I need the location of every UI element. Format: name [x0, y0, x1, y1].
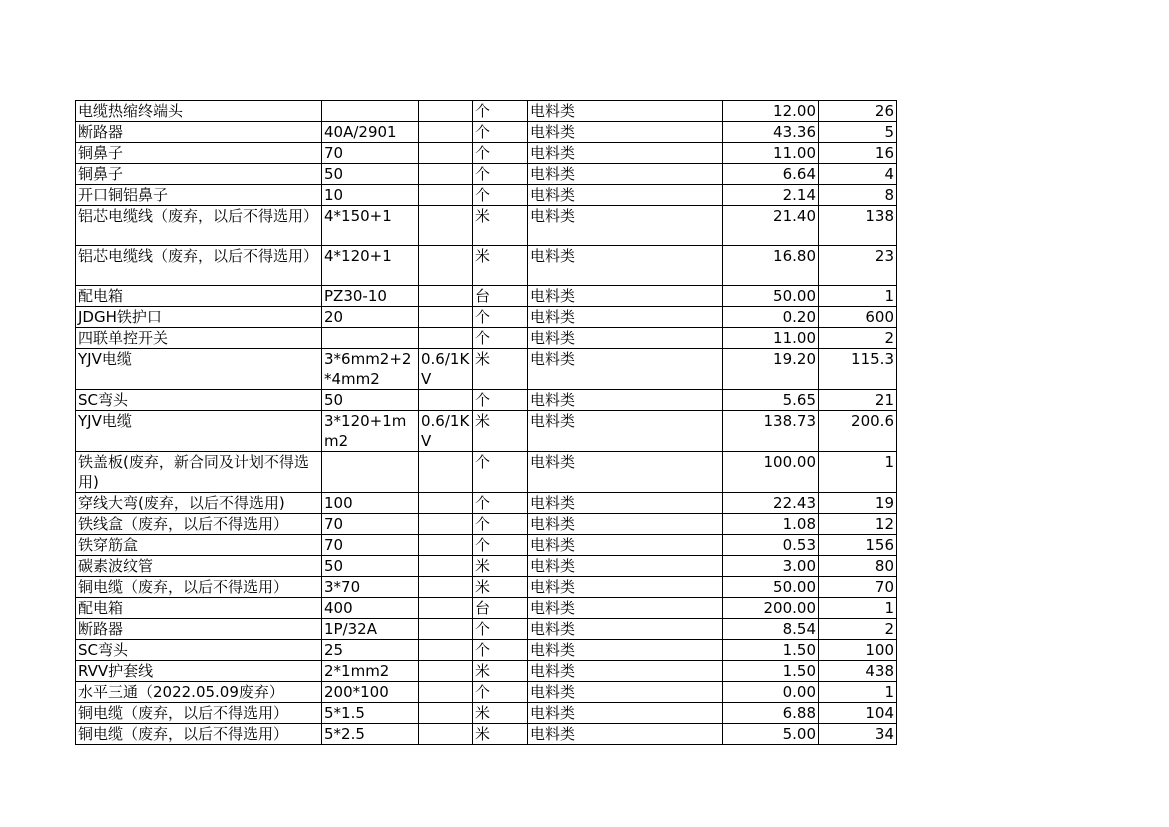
item-category-cell[interactable]: 电料类: [528, 514, 723, 535]
item-name-cell[interactable]: 配电箱: [76, 598, 322, 619]
item-qty-cell[interactable]: 2: [819, 328, 897, 349]
item-qty-cell[interactable]: 138: [819, 206, 897, 246]
table-row: [76, 535, 897, 556]
item-price-cell[interactable]: 1.08: [723, 514, 819, 535]
item-unit-cell[interactable]: 个: [473, 307, 528, 328]
item-category-cell[interactable]: 电料类: [528, 619, 723, 640]
item-unit-cell[interactable]: 个: [473, 452, 528, 493]
item-price-cell[interactable]: 1.50: [723, 661, 819, 682]
item-price-cell[interactable]: 43.36: [723, 122, 819, 143]
item-price-cell[interactable]: 5.65: [723, 390, 819, 411]
item-spec-cell[interactable]: [322, 452, 419, 493]
item-spec-cell[interactable]: 3*6mm2+2*4mm2: [322, 349, 419, 390]
table-row: [76, 164, 897, 185]
item-price-cell[interactable]: 0.00: [723, 682, 819, 703]
item-qty-cell[interactable]: 1: [819, 598, 897, 619]
item-category-cell[interactable]: 电料类: [528, 411, 723, 452]
item-name-cell[interactable]: 四联单控开关: [76, 328, 322, 349]
item-price-cell[interactable]: 1.50: [723, 640, 819, 661]
item-unit-cell[interactable]: 个: [473, 535, 528, 556]
item-qty-cell[interactable]: 100: [819, 640, 897, 661]
table-row: [76, 556, 897, 577]
table-row: [76, 390, 897, 411]
item-spec-cell[interactable]: 40A/2901: [322, 122, 419, 143]
item-qty-cell[interactable]: 12: [819, 514, 897, 535]
item-qty-cell[interactable]: 1: [819, 452, 897, 493]
table-row: [76, 143, 897, 164]
table-row: [76, 349, 897, 390]
item-category-cell[interactable]: 电料类: [528, 577, 723, 598]
item-qty-cell[interactable]: 4: [819, 164, 897, 185]
item-price-cell[interactable]: 11.00: [723, 143, 819, 164]
item-qty-cell[interactable]: 80: [819, 556, 897, 577]
item-unit-cell[interactable]: 米: [473, 246, 528, 286]
item-qty-cell[interactable]: 104: [819, 703, 897, 724]
item-qty-cell[interactable]: 156: [819, 535, 897, 556]
item-name-cell[interactable]: 开口铜铝鼻子: [76, 185, 322, 206]
table-body: [76, 101, 897, 745]
item-voltage-cell[interactable]: [419, 185, 473, 206]
item-qty-cell[interactable]: 8: [819, 185, 897, 206]
item-voltage-cell[interactable]: [419, 598, 473, 619]
item-voltage-cell[interactable]: [419, 640, 473, 661]
item-price-cell[interactable]: 2.14: [723, 185, 819, 206]
item-price-cell[interactable]: 50.00: [723, 577, 819, 598]
item-name-cell[interactable]: SC弯头: [76, 390, 322, 411]
item-unit-cell[interactable]: 米: [473, 724, 528, 745]
item-price-cell[interactable]: 100.00: [723, 452, 819, 493]
item-spec-cell[interactable]: 100: [322, 493, 419, 514]
item-spec-cell[interactable]: 4*150+1: [322, 206, 419, 246]
table-row: [76, 724, 897, 745]
item-price-cell[interactable]: 50.00: [723, 286, 819, 307]
item-name-cell[interactable]: 断路器: [76, 122, 322, 143]
item-category-cell[interactable]: 电料类: [528, 101, 723, 122]
item-voltage-cell[interactable]: [419, 101, 473, 122]
item-qty-cell[interactable]: 34: [819, 724, 897, 745]
item-spec-cell[interactable]: PZ30-10: [322, 286, 419, 307]
item-category-cell[interactable]: 电料类: [528, 206, 723, 246]
item-qty-cell[interactable]: 16: [819, 143, 897, 164]
item-unit-cell[interactable]: 米: [473, 661, 528, 682]
item-name-cell[interactable]: SC弯头: [76, 640, 322, 661]
item-voltage-cell[interactable]: [419, 535, 473, 556]
item-spec-cell[interactable]: 50: [322, 390, 419, 411]
item-category-cell[interactable]: 电料类: [528, 493, 723, 514]
item-qty-cell[interactable]: 600: [819, 307, 897, 328]
item-price-cell[interactable]: 22.43: [723, 493, 819, 514]
item-voltage-cell[interactable]: 0.6/1KV: [419, 349, 473, 390]
item-voltage-cell[interactable]: [419, 122, 473, 143]
item-unit-cell[interactable]: 台: [473, 598, 528, 619]
item-voltage-cell[interactable]: [419, 556, 473, 577]
item-qty-cell[interactable]: 1: [819, 286, 897, 307]
item-category-cell[interactable]: 电料类: [528, 349, 723, 390]
table-row: [76, 328, 897, 349]
table-row: [76, 411, 897, 452]
table-row: [76, 661, 897, 682]
item-spec-cell[interactable]: 50: [322, 164, 419, 185]
item-name-cell[interactable]: 铝芯电缆线（废弃，以后不得选用）: [76, 206, 322, 246]
item-unit-cell[interactable]: 个: [473, 164, 528, 185]
item-category-cell[interactable]: 电料类: [528, 246, 723, 286]
item-unit-cell[interactable]: 个: [473, 390, 528, 411]
item-voltage-cell[interactable]: [419, 577, 473, 598]
item-unit-cell[interactable]: 米: [473, 556, 528, 577]
item-voltage-cell[interactable]: [419, 514, 473, 535]
item-voltage-cell[interactable]: [419, 246, 473, 286]
item-price-cell[interactable]: 19.20: [723, 349, 819, 390]
table-row: [76, 598, 897, 619]
item-voltage-cell[interactable]: [419, 390, 473, 411]
item-spec-cell[interactable]: 50: [322, 556, 419, 577]
item-spec-cell[interactable]: 70: [322, 514, 419, 535]
item-qty-cell[interactable]: 19: [819, 493, 897, 514]
item-category-cell[interactable]: 电料类: [528, 535, 723, 556]
table-row: [76, 307, 897, 328]
table-row: [76, 682, 897, 703]
item-voltage-cell[interactable]: [419, 286, 473, 307]
table-row: [76, 246, 897, 286]
item-qty-cell[interactable]: 200.6: [819, 411, 897, 452]
item-name-cell[interactable]: 铁盖板(废弃，新合同及计划不得选用): [76, 452, 322, 493]
item-voltage-cell[interactable]: [419, 164, 473, 185]
item-spec-cell[interactable]: 25: [322, 640, 419, 661]
item-price-cell[interactable]: 12.00: [723, 101, 819, 122]
table-row: [76, 640, 897, 661]
item-name-cell[interactable]: 穿线大弯(废弃，以后不得选用): [76, 493, 322, 514]
table-row: [76, 452, 897, 493]
item-name-cell[interactable]: 铁穿筋盒: [76, 535, 322, 556]
table-row: [76, 206, 897, 246]
item-name-cell[interactable]: 铜电缆（废弃，以后不得选用）: [76, 577, 322, 598]
item-price-cell[interactable]: 200.00: [723, 598, 819, 619]
item-name-cell[interactable]: 铜电缆（废弃，以后不得选用）: [76, 724, 322, 745]
item-name-cell[interactable]: 铜鼻子: [76, 143, 322, 164]
item-spec-cell[interactable]: [322, 101, 419, 122]
item-category-cell[interactable]: 电料类: [528, 185, 723, 206]
item-unit-cell[interactable]: 个: [473, 514, 528, 535]
item-unit-cell[interactable]: 个: [473, 185, 528, 206]
item-price-cell[interactable]: 5.00: [723, 724, 819, 745]
item-name-cell[interactable]: 铜电缆（废弃，以后不得选用）: [76, 703, 322, 724]
item-price-cell[interactable]: 6.88: [723, 703, 819, 724]
item-category-cell[interactable]: 电料类: [528, 328, 723, 349]
item-qty-cell[interactable]: 1: [819, 682, 897, 703]
item-unit-cell[interactable]: 个: [473, 328, 528, 349]
item-qty-cell[interactable]: 21: [819, 390, 897, 411]
item-voltage-cell[interactable]: [419, 206, 473, 246]
item-unit-cell[interactable]: 米: [473, 703, 528, 724]
item-voltage-cell[interactable]: [419, 661, 473, 682]
item-spec-cell[interactable]: 70: [322, 143, 419, 164]
item-unit-cell[interactable]: 个: [473, 682, 528, 703]
item-voltage-cell[interactable]: 0.6/1KV: [419, 411, 473, 452]
item-category-cell[interactable]: 电料类: [528, 452, 723, 493]
item-spec-cell[interactable]: 10: [322, 185, 419, 206]
item-unit-cell[interactable]: 个: [473, 640, 528, 661]
table-row: [76, 101, 897, 122]
item-category-cell[interactable]: 电料类: [528, 307, 723, 328]
item-unit-cell[interactable]: 个: [473, 122, 528, 143]
item-name-cell[interactable]: RVV护套线: [76, 661, 322, 682]
item-category-cell[interactable]: 电料类: [528, 703, 723, 724]
table-row: [76, 122, 897, 143]
item-unit-cell[interactable]: 个: [473, 493, 528, 514]
material-table: [75, 100, 897, 745]
table-row: [76, 619, 897, 640]
item-name-cell[interactable]: 铝芯电缆线（废弃，以后不得选用）: [76, 246, 322, 286]
item-spec-cell[interactable]: 3*70: [322, 577, 419, 598]
item-category-cell[interactable]: 电料类: [528, 122, 723, 143]
item-category-cell[interactable]: 电料类: [528, 661, 723, 682]
item-voltage-cell[interactable]: [419, 724, 473, 745]
item-price-cell[interactable]: 21.40: [723, 206, 819, 246]
item-price-cell[interactable]: 11.00: [723, 328, 819, 349]
item-category-cell[interactable]: 电料类: [528, 556, 723, 577]
item-spec-cell[interactable]: 200*100: [322, 682, 419, 703]
item-unit-cell[interactable]: 个: [473, 619, 528, 640]
item-category-cell[interactable]: 电料类: [528, 682, 723, 703]
item-spec-cell[interactable]: 3*120+1mm2: [322, 411, 419, 452]
item-voltage-cell[interactable]: [419, 143, 473, 164]
item-price-cell[interactable]: 0.53: [723, 535, 819, 556]
item-voltage-cell[interactable]: [419, 619, 473, 640]
item-qty-cell[interactable]: 23: [819, 246, 897, 286]
item-category-cell[interactable]: 电料类: [528, 724, 723, 745]
item-voltage-cell[interactable]: [419, 703, 473, 724]
item-name-cell[interactable]: 碳素波纹管: [76, 556, 322, 577]
item-name-cell[interactable]: 水平三通（2022.05.09废弃）: [76, 682, 322, 703]
item-name-cell[interactable]: YJV电缆: [76, 349, 322, 390]
item-name-cell[interactable]: 铁线盒（废弃，以后不得选用）: [76, 514, 322, 535]
item-spec-cell[interactable]: 4*120+1: [322, 246, 419, 286]
table-row: [76, 514, 897, 535]
item-qty-cell[interactable]: 115.3: [819, 349, 897, 390]
item-unit-cell[interactable]: 个: [473, 101, 528, 122]
item-category-cell[interactable]: 电料类: [528, 640, 723, 661]
item-category-cell[interactable]: 电料类: [528, 286, 723, 307]
table-row: [76, 185, 897, 206]
item-name-cell[interactable]: JDGH铁护口: [76, 307, 322, 328]
item-qty-cell[interactable]: 70: [819, 577, 897, 598]
table-row: [76, 286, 897, 307]
item-price-cell[interactable]: 6.64: [723, 164, 819, 185]
item-name-cell[interactable]: YJV电缆: [76, 411, 322, 452]
item-spec-cell[interactable]: 1P/32A: [322, 619, 419, 640]
item-price-cell[interactable]: 8.54: [723, 619, 819, 640]
item-spec-cell[interactable]: 20: [322, 307, 419, 328]
item-spec-cell[interactable]: 400: [322, 598, 419, 619]
item-qty-cell[interactable]: 5: [819, 122, 897, 143]
table-row: [76, 577, 897, 598]
item-price-cell[interactable]: 16.80: [723, 246, 819, 286]
item-spec-cell[interactable]: 5*1.5: [322, 703, 419, 724]
item-spec-cell[interactable]: 2*1mm2: [322, 661, 419, 682]
item-unit-cell[interactable]: 个: [473, 143, 528, 164]
item-unit-cell[interactable]: 台: [473, 286, 528, 307]
table-row: [76, 493, 897, 514]
item-unit-cell[interactable]: 米: [473, 349, 528, 390]
item-name-cell[interactable]: 配电箱: [76, 286, 322, 307]
item-qty-cell[interactable]: 2: [819, 619, 897, 640]
item-name-cell[interactable]: 铜鼻子: [76, 164, 322, 185]
table-row: [76, 703, 897, 724]
item-category-cell[interactable]: 电料类: [528, 143, 723, 164]
item-category-cell[interactable]: 电料类: [528, 164, 723, 185]
item-spec-cell[interactable]: [322, 328, 419, 349]
item-qty-cell[interactable]: 26: [819, 101, 897, 122]
item-voltage-cell[interactable]: [419, 328, 473, 349]
item-voltage-cell[interactable]: [419, 307, 473, 328]
item-price-cell[interactable]: 0.20: [723, 307, 819, 328]
item-name-cell[interactable]: 断路器: [76, 619, 322, 640]
item-unit-cell[interactable]: 米: [473, 577, 528, 598]
item-spec-cell[interactable]: 70: [322, 535, 419, 556]
item-name-cell[interactable]: 电缆热缩终端头: [76, 101, 322, 122]
item-unit-cell[interactable]: 米: [473, 206, 528, 246]
item-price-cell[interactable]: 3.00: [723, 556, 819, 577]
item-voltage-cell[interactable]: [419, 493, 473, 514]
item-voltage-cell[interactable]: [419, 452, 473, 493]
item-category-cell[interactable]: 电料类: [528, 390, 723, 411]
item-price-cell[interactable]: 138.73: [723, 411, 819, 452]
item-unit-cell[interactable]: 米: [473, 411, 528, 452]
item-spec-cell[interactable]: 5*2.5: [322, 724, 419, 745]
item-qty-cell[interactable]: 438: [819, 661, 897, 682]
item-category-cell[interactable]: 电料类: [528, 598, 723, 619]
item-voltage-cell[interactable]: [419, 682, 473, 703]
